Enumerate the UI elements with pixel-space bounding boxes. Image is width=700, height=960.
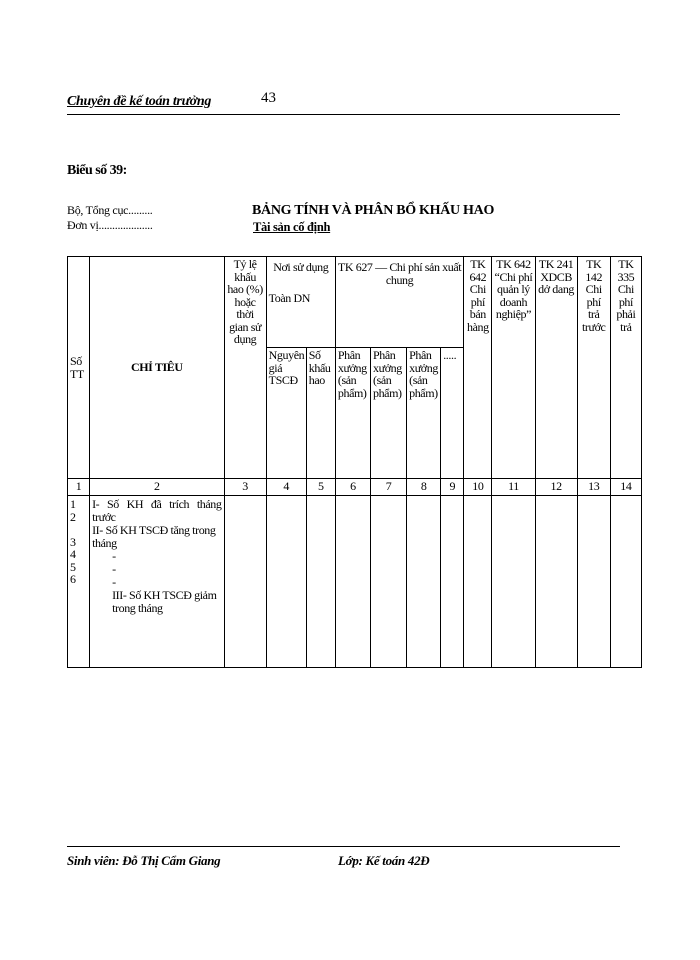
empty-cell [464, 496, 492, 668]
header-tk335: TK 335 Chi phí phải trả [610, 257, 641, 479]
header-tk142: TK 142 Chi phí trả trước [577, 257, 610, 479]
col-num: 4 [266, 479, 306, 496]
col-num: 8 [407, 479, 441, 496]
list-item: I- Số KH đã trích tháng trước [92, 497, 222, 524]
header-tk641: TK 642 Chi phí bán hàng [464, 257, 492, 479]
header-stt: Số TT [68, 257, 90, 479]
col-num: 5 [306, 479, 335, 496]
col-num: 7 [370, 479, 406, 496]
empty-cell [224, 496, 266, 668]
header-chi-tieu: CHỈ TIÊU [90, 257, 224, 479]
page-subtitle: Tài sản cố định [253, 220, 331, 234]
header-so-khau-hao: Số khấu hao [306, 348, 335, 479]
col-num: 3 [224, 479, 266, 496]
header-tk642: TK 642 “Chi phí quản lý doanh nghiệp” [492, 257, 535, 479]
list-item: - [112, 549, 116, 563]
empty-cell [577, 496, 610, 668]
noi-su-dung-label: Nơi sử dụng [273, 260, 329, 274]
header-doc-title: Chuyên đề kế toán trưởng [67, 94, 212, 109]
col-num: 13 [577, 479, 610, 496]
header-tk627: TK 627 — Chi phí sản xuất chung [335, 257, 463, 348]
stt-cell [68, 496, 90, 668]
list-item: III- Số KH TSCĐ giảm trong tháng [112, 588, 217, 615]
header-phan-xuong-3: Phân xưởng (sản phẩm) [407, 348, 441, 479]
table-body-row [68, 496, 642, 668]
depreciation-table [67, 256, 642, 668]
unit-line: Đơn vị.................... [67, 218, 153, 232]
stt-value: 6 [70, 572, 76, 586]
header-divider [67, 114, 620, 115]
empty-cell [441, 496, 464, 668]
col-num: 14 [610, 479, 641, 496]
stt-value: 1 [70, 497, 76, 511]
page-number: 43 [261, 90, 276, 106]
header-phan-xuong-1: Phân xưởng (sản phẩm) [335, 348, 370, 479]
chi-tieu-cell [90, 496, 224, 668]
header-ty-le: Tỷ lệ khấu hao (%) hoặc thời gian sử dụng [224, 257, 266, 479]
toan-dn-label: Toàn DN [268, 290, 311, 305]
empty-cell [266, 496, 306, 668]
list-item: - [112, 575, 116, 589]
empty-cell [407, 496, 441, 668]
stt-value: 2 [70, 509, 76, 524]
empty-cell [535, 496, 577, 668]
header-nguyen-gia: Nguyên giá TSCĐ [266, 348, 306, 479]
col-num: 1 [68, 479, 90, 496]
column-number-row [68, 479, 642, 496]
list-item: - [112, 562, 116, 576]
footer-divider [67, 846, 620, 847]
col-num: 6 [335, 479, 370, 496]
stt-value: 5 [70, 559, 76, 574]
empty-cell [335, 496, 370, 668]
form-number: Biểu số 39: [67, 163, 127, 178]
footer-class: Lớp: Kế toán 42Đ [338, 853, 430, 868]
empty-cell [370, 496, 406, 668]
col-num: 10 [464, 479, 492, 496]
stt-value: 4 [70, 547, 76, 561]
footer-student: Sinh viên: Đỗ Thị Cẩm Giang [67, 853, 221, 868]
header-phan-xuong-2: Phân xưởng (sản phẩm) [370, 348, 406, 479]
empty-cell [306, 496, 335, 668]
ministry-line: Bộ, Tổng cục......... [67, 203, 153, 217]
empty-cell [492, 496, 535, 668]
col-num: 12 [535, 479, 577, 496]
list-item: II- Số KH TSCĐ tăng trong tháng [92, 523, 216, 550]
stt-value [70, 523, 87, 536]
col-num: 2 [90, 479, 224, 496]
empty-cell [610, 496, 641, 668]
col-num: 11 [492, 479, 535, 496]
stt-value: 3 [70, 534, 76, 549]
col-num: 9 [441, 479, 464, 496]
header-noi-su-dung [266, 257, 335, 348]
header-more: ..... [441, 348, 464, 479]
header-tk241: TK 241 XDCB dở dang [535, 257, 577, 479]
page-title: BẢNG TÍNH VÀ PHÂN BỔ KHẤU HAO [252, 203, 495, 218]
